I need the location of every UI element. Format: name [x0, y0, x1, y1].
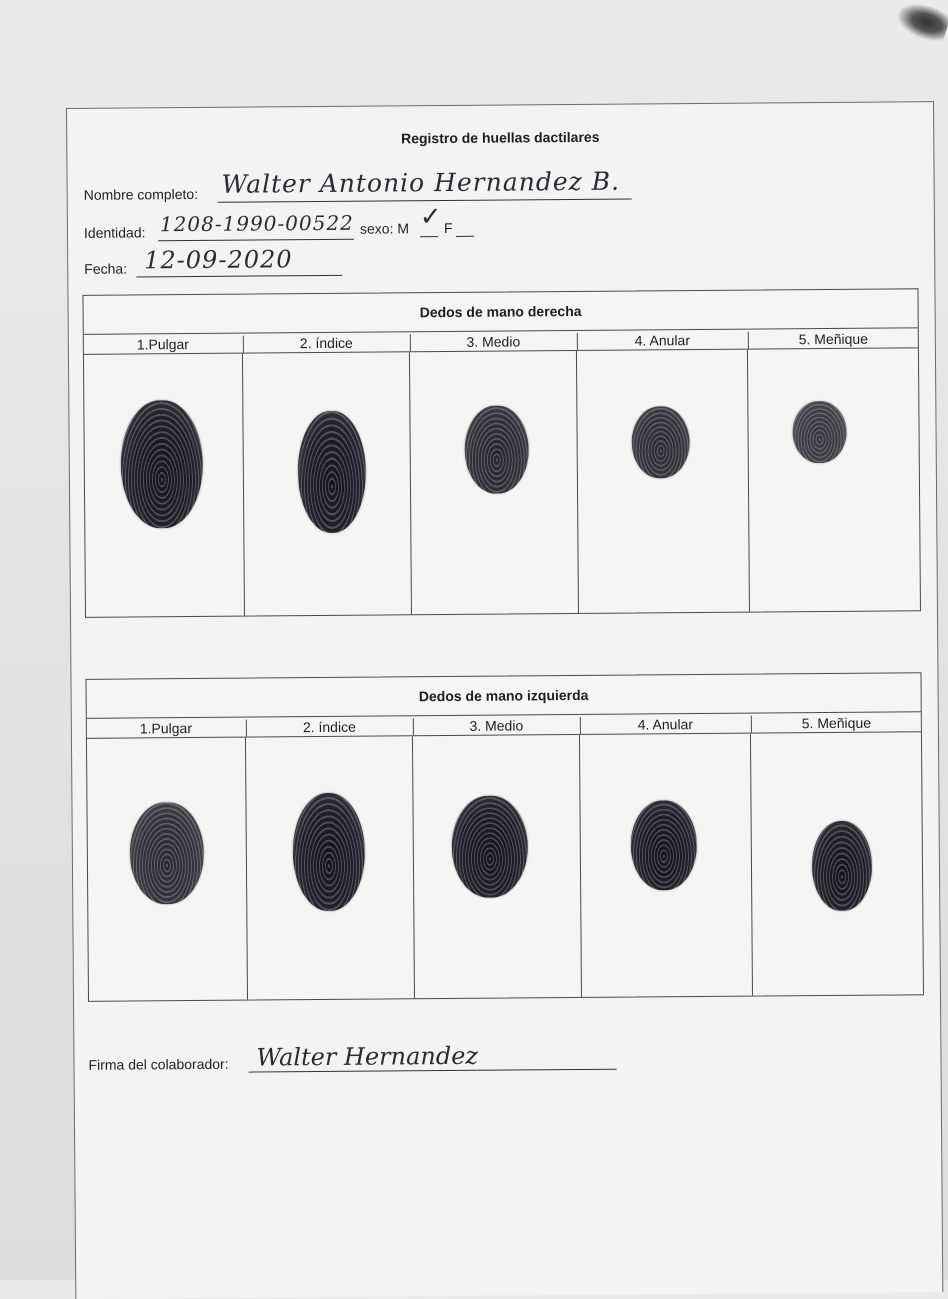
left-little-fingerprint [812, 821, 873, 911]
ink-smudge [892, 0, 948, 45]
left-thumb-label: 1.Pulgar [139, 720, 193, 737]
signature-handwritten: Walter Hernandez [256, 1041, 479, 1072]
left-index-cell [245, 718, 414, 999]
left-little-cell [750, 714, 923, 995]
name-label: Nombre completo: [83, 185, 199, 203]
left-thumb-fingerprint [129, 802, 204, 905]
fingerprint-form [66, 101, 943, 1299]
id-underline [158, 239, 354, 242]
left-little-label: 5. Meñique [751, 714, 921, 732]
id-label: Identidad: [83, 224, 146, 241]
right-ring-fingerprint [631, 406, 690, 478]
signature-label: Firma del colaborador: [88, 1055, 229, 1073]
sex-f-label: F [443, 219, 453, 237]
right-thumb-label: 1.Pulgar [136, 336, 189, 353]
right-little-label: 5. Meñique [748, 330, 918, 348]
date-underline [136, 275, 342, 278]
left-index-fingerprint [292, 793, 365, 912]
id-handwritten: 1208-1990-00522 [159, 210, 354, 237]
right-middle-fingerprint [464, 405, 529, 493]
right-ring-cell [576, 332, 749, 613]
left-middle-fingerprint [451, 795, 528, 898]
right-little-cell [747, 330, 920, 611]
left-ring-cell [579, 716, 752, 997]
date-handwritten: 12-09-2020 [144, 245, 293, 275]
left-thumb-cell [87, 720, 247, 1001]
sex-checkmark: ✓ [419, 202, 443, 233]
right-middle-cell [409, 333, 578, 614]
left-hand-title: Dedos de mano izquierda [86, 673, 920, 719]
right-ring-label: 4. Anular [577, 332, 747, 350]
sex-m-underline [420, 236, 438, 237]
left-hand-table [85, 672, 924, 1002]
right-index-fingerprint [297, 411, 366, 534]
form-title: Registro de huellas dactilares [400, 128, 600, 147]
sex-f-underline [456, 236, 474, 237]
left-middle-cell [412, 717, 581, 998]
right-hand-table [82, 288, 921, 618]
right-middle-label: 3. Medio [410, 333, 576, 351]
right-hand-title: Dedos de mano derecha [83, 289, 917, 335]
right-thumb-fingerprint [120, 400, 203, 529]
sex-label: sexo: M [359, 220, 410, 237]
right-thumb-cell [84, 336, 244, 617]
left-ring-label: 4. Anular [580, 716, 750, 734]
right-index-cell [242, 334, 411, 615]
right-index-label: 2. índice [243, 334, 409, 352]
left-middle-label: 3. Medio [413, 717, 579, 735]
name-handwritten: Walter Antonio Hernandez B. [221, 166, 621, 199]
right-little-fingerprint [792, 401, 846, 463]
left-ring-fingerprint [630, 800, 697, 891]
date-label: Fecha: [84, 260, 128, 277]
left-index-label: 2. índice [246, 718, 412, 736]
